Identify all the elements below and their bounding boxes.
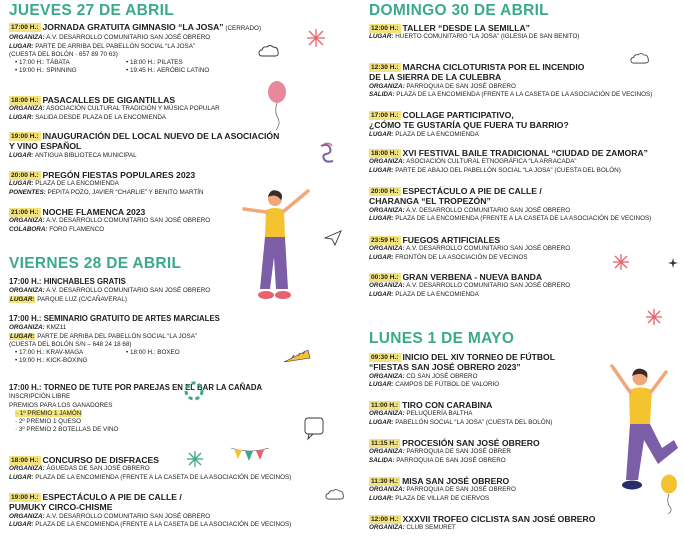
schedule-item: • 19:00 H.: SPINNING — [15, 66, 77, 74]
event-title: ESPECTÁCULO A PIE DE CALLE / — [42, 492, 182, 502]
firework-icon — [645, 308, 663, 326]
place: PLAZA DE VILLAR DE CIERVOS — [393, 494, 490, 502]
time-badge: 11:00 H.: — [371, 402, 399, 409]
time-badge: 17:00 H.: — [11, 24, 39, 31]
cloud-icon — [325, 488, 345, 501]
event-title-line2: ¿CÓMO TE GUSTARÍA QUE FUERA TU BARRIO? — [369, 120, 569, 131]
event-lunes-5 — [369, 514, 595, 533]
event-domingo-6 — [369, 235, 570, 262]
place: PLAZA DE LA ENCOMIENDA — [33, 180, 119, 188]
label: ORGANIZA: — [9, 217, 45, 225]
place: PARTE DE ABAJO DEL PABELLÓN SOCIAL “LA JOSA” (CUESTA DEL BOLÓN) — [393, 166, 621, 174]
event-title: TORNEO DE TUTE POR PAREJAS EN EL BAR LA CAÑADA — [43, 383, 263, 392]
label: LUGAR: — [9, 42, 34, 50]
cloud-icon — [258, 44, 280, 58]
event-title-line2: “FIESTAS SAN JOSÉ OBRERO 2023” — [369, 362, 521, 373]
balloon-icon — [266, 80, 288, 130]
label: ORGANIZA: — [369, 524, 405, 532]
time-badge: 17:00 H.: — [371, 112, 399, 119]
event-lunes-1 — [369, 352, 555, 389]
swirl-icon — [318, 142, 338, 164]
organizer: CD SAN JOSÉ OBRERO — [404, 372, 478, 380]
organizer: PARROQUIA DE SAN JOSÉ OBRERO — [404, 82, 516, 90]
event-domingo-5 — [369, 186, 651, 223]
event-lunes-2 — [369, 400, 552, 427]
place: FRONTÓN DE LA ASOCIACIÓN DE VECINOS — [393, 253, 528, 261]
event-jueves-5 — [9, 207, 210, 234]
event-domingo-4 — [369, 148, 648, 175]
event-title: SEMINARIO GRATUITO DE ARTES MARCIALES — [43, 314, 220, 323]
time-badge: 00:30 H.: — [371, 274, 399, 281]
label: ORGANIZA: — [369, 158, 405, 166]
label: ORGANIZA: — [9, 34, 45, 42]
event-time: 17:00 H.: — [9, 383, 42, 392]
place: CAMPOS DE FÚTBOL DE VALORIO — [393, 380, 500, 388]
label: ORGANIZA: — [369, 82, 405, 90]
event-title: ESPECTÁCULO A PIE DE CALLE / — [402, 186, 542, 196]
event-jueves-2 — [9, 95, 220, 122]
time-badge: 11:15 H.: — [371, 440, 399, 447]
time-badge: 21:00 H.: — [11, 209, 39, 216]
time-badge: 20:00 H.: — [371, 188, 399, 195]
prize-item: · 3º PREMIO 2 BOTELLAS DE VINO — [15, 425, 119, 433]
label: LUGAR: — [9, 151, 34, 159]
sparkle-icon — [668, 258, 678, 268]
organizer: PELUQUERÍA BALTHA — [404, 410, 473, 418]
label: ORGANIZA: — [369, 372, 405, 380]
event-title: COLLAGE PARTICIPATIVO, — [402, 110, 514, 120]
organizer: A.V. DESARROLLO COMUNITARIO SAN JOSÉ OBRERO — [44, 217, 211, 225]
event-title: CONCURSO DE DISFRACES — [42, 455, 160, 465]
event-note: (CERRADO) — [223, 25, 262, 32]
label: LUGAR: — [10, 332, 35, 340]
event-title-line2: Y VINO ESPAÑOL — [9, 141, 82, 152]
schedule-item: • 18:00 H.: PILATES — [126, 58, 183, 66]
organizer: ÁGUEDAS DE SAN JOSÉ OBRERO — [44, 465, 150, 473]
event-viernes-1 — [9, 277, 210, 304]
collaborator: FORO FLAMENCO — [47, 225, 105, 233]
cloud-icon — [630, 52, 650, 65]
firework-icon — [186, 450, 204, 468]
prize-item: · 1º PREMIO 1 JAMÓN — [16, 409, 82, 417]
label: LUGAR: — [9, 180, 34, 188]
time-badge: 18:00 H.: — [371, 150, 399, 157]
event-title: XVI FESTIVAL BAILE TRADICIONAL “CIUDAD DE ZAMORA” — [402, 148, 648, 158]
place: PLAZA DE LA ENCOMIENDA — [393, 290, 479, 298]
organizer: A.V. DESARROLLO COMUNITARIO SAN JOSÉ OBRERO — [44, 34, 211, 42]
event-title: JORNADA GRATUITA GIMNASIO “LA JOSA” — [42, 22, 224, 32]
event-domingo-3 — [369, 110, 569, 139]
time-badge: 11:30 H.: — [371, 478, 399, 485]
event-title: TIRO CON CARABINA — [402, 400, 493, 410]
time-badge: 18:00 H.: — [11, 97, 39, 104]
label: LUGAR: — [369, 214, 394, 222]
event-title-line2: DE LA SIERRA DE LA CULEBRA — [369, 72, 502, 83]
time-badge: 12:30 H.: — [371, 64, 399, 71]
label: LUGAR: — [369, 253, 394, 261]
time-badge: 19:00 H.: — [11, 494, 39, 501]
schedule-item: • 17:00 H.: KRAV-MAGA — [15, 348, 84, 356]
place: PARTE DE ARRIBA DEL PABELLÓN SOCIAL “LA JOSA” — [35, 332, 198, 340]
place: PABELLÓN SOCIAL “LA JOSA” (CUESTA DEL BOLÓN) — [393, 418, 553, 426]
label: SALIDA: — [369, 90, 395, 98]
place: PARTE DE ARRIBA DEL PABELLÓN SOCIAL “LA JOSA” — [33, 42, 196, 50]
event-jueves-4 — [9, 170, 204, 197]
event-title: XXXVII TROFEO CICLISTA SAN JOSÉ OBRERO — [402, 514, 596, 524]
place: ANTIGUA BIBLIOTECA MUNICIPAL — [33, 151, 137, 159]
time-badge: 19:00 H.: — [11, 133, 39, 140]
schedule-item: • 19:45 H.: AERÓBIC LATINO — [126, 66, 210, 74]
label: ORGANIZA: — [369, 245, 405, 253]
prize-item: · 2º PREMIO 1 QUESO — [15, 417, 81, 425]
time-badge: 09:30 H.: — [371, 354, 399, 361]
bunting-icon — [230, 445, 270, 465]
confetti-ring-icon — [183, 380, 205, 402]
event-time: 17:00 H.: — [9, 277, 42, 286]
balloon-icon — [660, 474, 678, 514]
label: LUGAR: — [369, 33, 394, 41]
label: ORGANIZA: — [369, 448, 405, 456]
event-viernes-5 — [9, 492, 291, 529]
firework-icon — [306, 28, 326, 48]
address: (CUESTA DEL BOLÓN · 657 89 70 63) — [9, 50, 118, 58]
party-horn-icon — [282, 346, 312, 366]
label: LUGAR: — [369, 290, 394, 298]
label: ORGANIZA: — [369, 410, 405, 418]
organizer: PARROQUIA DE SAN JOSÉ OBRER — [404, 448, 511, 456]
event-title: FUEGOS ARTIFICIALES — [402, 235, 501, 245]
prizes-heading: PREMIOS PARA LOS GANADORES — [9, 401, 113, 409]
day-heading-jueves: JUEVES 27 DE ABRIL — [9, 2, 175, 19]
organizer: A.V. DESARROLLO COMUNITARIO SAN JOSÉ OBRERO — [404, 245, 571, 253]
organizer: CLUB SEMURET — [404, 524, 456, 532]
departure: PLAZA DE LA ENCOMIENDA (FRENTE A LA CASETA DE LA ASOCIACIÓN DE VECINOS) — [394, 90, 653, 98]
firework-icon — [612, 253, 630, 271]
event-domingo-7 — [369, 272, 570, 299]
event-title: INICIO DEL XIV TORNEO DE FÚTBOL — [402, 352, 555, 362]
time-badge: 20:00 H.: — [11, 172, 39, 179]
place: PLAZA DE LA ENCOMIENDA — [393, 130, 479, 138]
event-title: NOCHE FLAMENCA 2023 — [42, 207, 146, 217]
event-title: PROCESIÓN SAN JOSÉ OBRERO — [402, 438, 540, 448]
label: ORGANIZA: — [9, 465, 45, 473]
organizer: KMZ11 — [44, 324, 67, 332]
place: PLAZA DE LA ENCOMIENDA (FRENTE A LA CASETA DE LA ASOCIACIÓN DE VECINOS) — [33, 473, 292, 481]
organizer: ASOCIACIÓN CULTURAL ETNOGRÁFICA “LA ARRACADA” — [404, 158, 577, 166]
label: COLABORA: — [9, 225, 48, 233]
label: LUGAR: — [369, 418, 394, 426]
label: ORGANIZA: — [9, 287, 45, 295]
event-title: HINCHABLES GRATIS — [43, 277, 126, 286]
label: ORGANIZA: — [369, 206, 405, 214]
label: ORGANIZA: — [9, 324, 45, 332]
registration-note: INSCRIPCIÓN LIBRE — [9, 393, 71, 401]
speakers: PEPITA POZO, JAVIER “CHARLIE” Y BENITO MARTÍN — [45, 188, 204, 196]
time-badge: 18:00 H.: — [11, 457, 39, 464]
label: LUGAR: — [9, 520, 34, 528]
organizer: PARROQUIA DE SAN JOSÉ OBRERO — [404, 486, 516, 494]
schedule-item: • 17:00 H.: TÁBATA — [15, 58, 70, 66]
label: ORGANIZA: — [9, 512, 45, 520]
event-time: 17:00 H.: — [9, 314, 42, 323]
label: PONENTES: — [9, 188, 46, 196]
dancing-woman-illustration — [238, 185, 318, 315]
event-viernes-2 — [9, 314, 237, 365]
event-viernes-3 — [9, 383, 262, 434]
organizer: ASOCIACIÓN CULTURAL TRADICIÓN Y MÚSICA POPULAR — [44, 105, 220, 113]
schedule-item: • 19:00 H.: KICK-BOXING — [15, 356, 88, 364]
event-title: PREGÓN FIESTAS POPULARES 2023 — [42, 170, 196, 180]
departure: PARROQUIA DE SAN JOSÉ OBRERO — [394, 456, 506, 464]
label: LUGAR: — [10, 295, 35, 303]
day-heading-viernes: VIERNES 28 DE ABRIL — [9, 255, 182, 272]
event-jueves-3 — [9, 131, 279, 160]
label: LUGAR: — [369, 494, 394, 502]
label: LUGAR: — [9, 113, 34, 121]
label: ORGANIZA: — [369, 486, 405, 494]
event-title: MARCHA CICLOTURISTA POR EL INCENDIO — [402, 62, 585, 72]
label: LUGAR: — [9, 473, 34, 481]
place: PLAZA DE LA ENCOMIENDA (FRENTE A LA CASETA DE LA ASOCIACIÓN DE VECINOS) — [393, 214, 652, 222]
time-badge: 12:00 H.: — [371, 516, 399, 523]
time-badge: 23:59 H.: — [371, 237, 399, 244]
event-title: INAUGURACIÓN DEL LOCAL NUEVO DE LA ASOCIACIÓN — [42, 131, 280, 141]
time-badge: 12:00 H.: — [371, 25, 399, 32]
event-domingo-2 — [369, 62, 652, 99]
place: SALIDA DESDE PLAZA DE LA ENCOMIENDA — [33, 113, 167, 121]
label: LUGAR: — [369, 380, 394, 388]
event-title: PASACALLES DE GIGANTILLAS — [42, 95, 176, 105]
event-jueves-1 — [9, 22, 261, 75]
event-title: MISA SAN JOSÉ OBRERO — [402, 476, 510, 486]
place: HUERTO COMUNITARIO “LA JOSA” (IGLESIA DE SAN BENITO) — [393, 33, 580, 41]
event-title-line2: CHARANGA “EL TROPEZÓN” — [369, 196, 491, 207]
organizer: A.V. DESARROLLO COMUNITARIO SAN JOSÉ OBRERO — [44, 512, 211, 520]
event-title: TALLER “DESDE LA SEMILLA” — [402, 23, 530, 33]
schedule-item: • 18:00 H.: BOXEO — [126, 348, 180, 356]
event-lunes-4 — [369, 476, 516, 503]
organizer: A.V. DESARROLLO COMUNITARIO SAN JOSÉ OBRERO — [404, 206, 571, 214]
event-title: GRAN VERBENA - NUEVA BANDA — [402, 272, 543, 282]
paper-plane-icon — [324, 230, 342, 246]
label: ORGANIZA: — [9, 105, 45, 113]
organizer: A.V. DESARROLLO COMUNITARIO SAN JOSÉ OBRERO — [44, 287, 211, 295]
label: LUGAR: — [369, 130, 394, 138]
day-heading-domingo: DOMINGO 30 DE ABRIL — [369, 2, 549, 19]
label: LUGAR: — [369, 166, 394, 174]
label: SALIDA: — [369, 456, 395, 464]
event-lunes-3 — [369, 438, 540, 465]
event-domingo-1 — [369, 23, 580, 42]
place: PARQUE LUZ (C/CAÑAVERAL) — [35, 295, 127, 303]
day-heading-lunes: LUNES 1 DE MAYO — [369, 330, 515, 347]
event-title-line2: PUMUKY CIRCO-CHISME — [9, 502, 113, 513]
place: PLAZA DE LA ENCOMIENDA (FRENTE A LA CASETA DE LA ASOCIACIÓN DE VECINOS) — [33, 520, 292, 528]
speech-bubble-icon — [302, 415, 328, 441]
label: ORGANIZA: — [369, 282, 405, 290]
organizer: A.V. DESARROLLO COMUNITARIO SAN JOSÉ OBRERO — [404, 282, 571, 290]
address: (CUESTA DEL BOLÓN S/N – 648 24 18 68) — [9, 340, 132, 348]
